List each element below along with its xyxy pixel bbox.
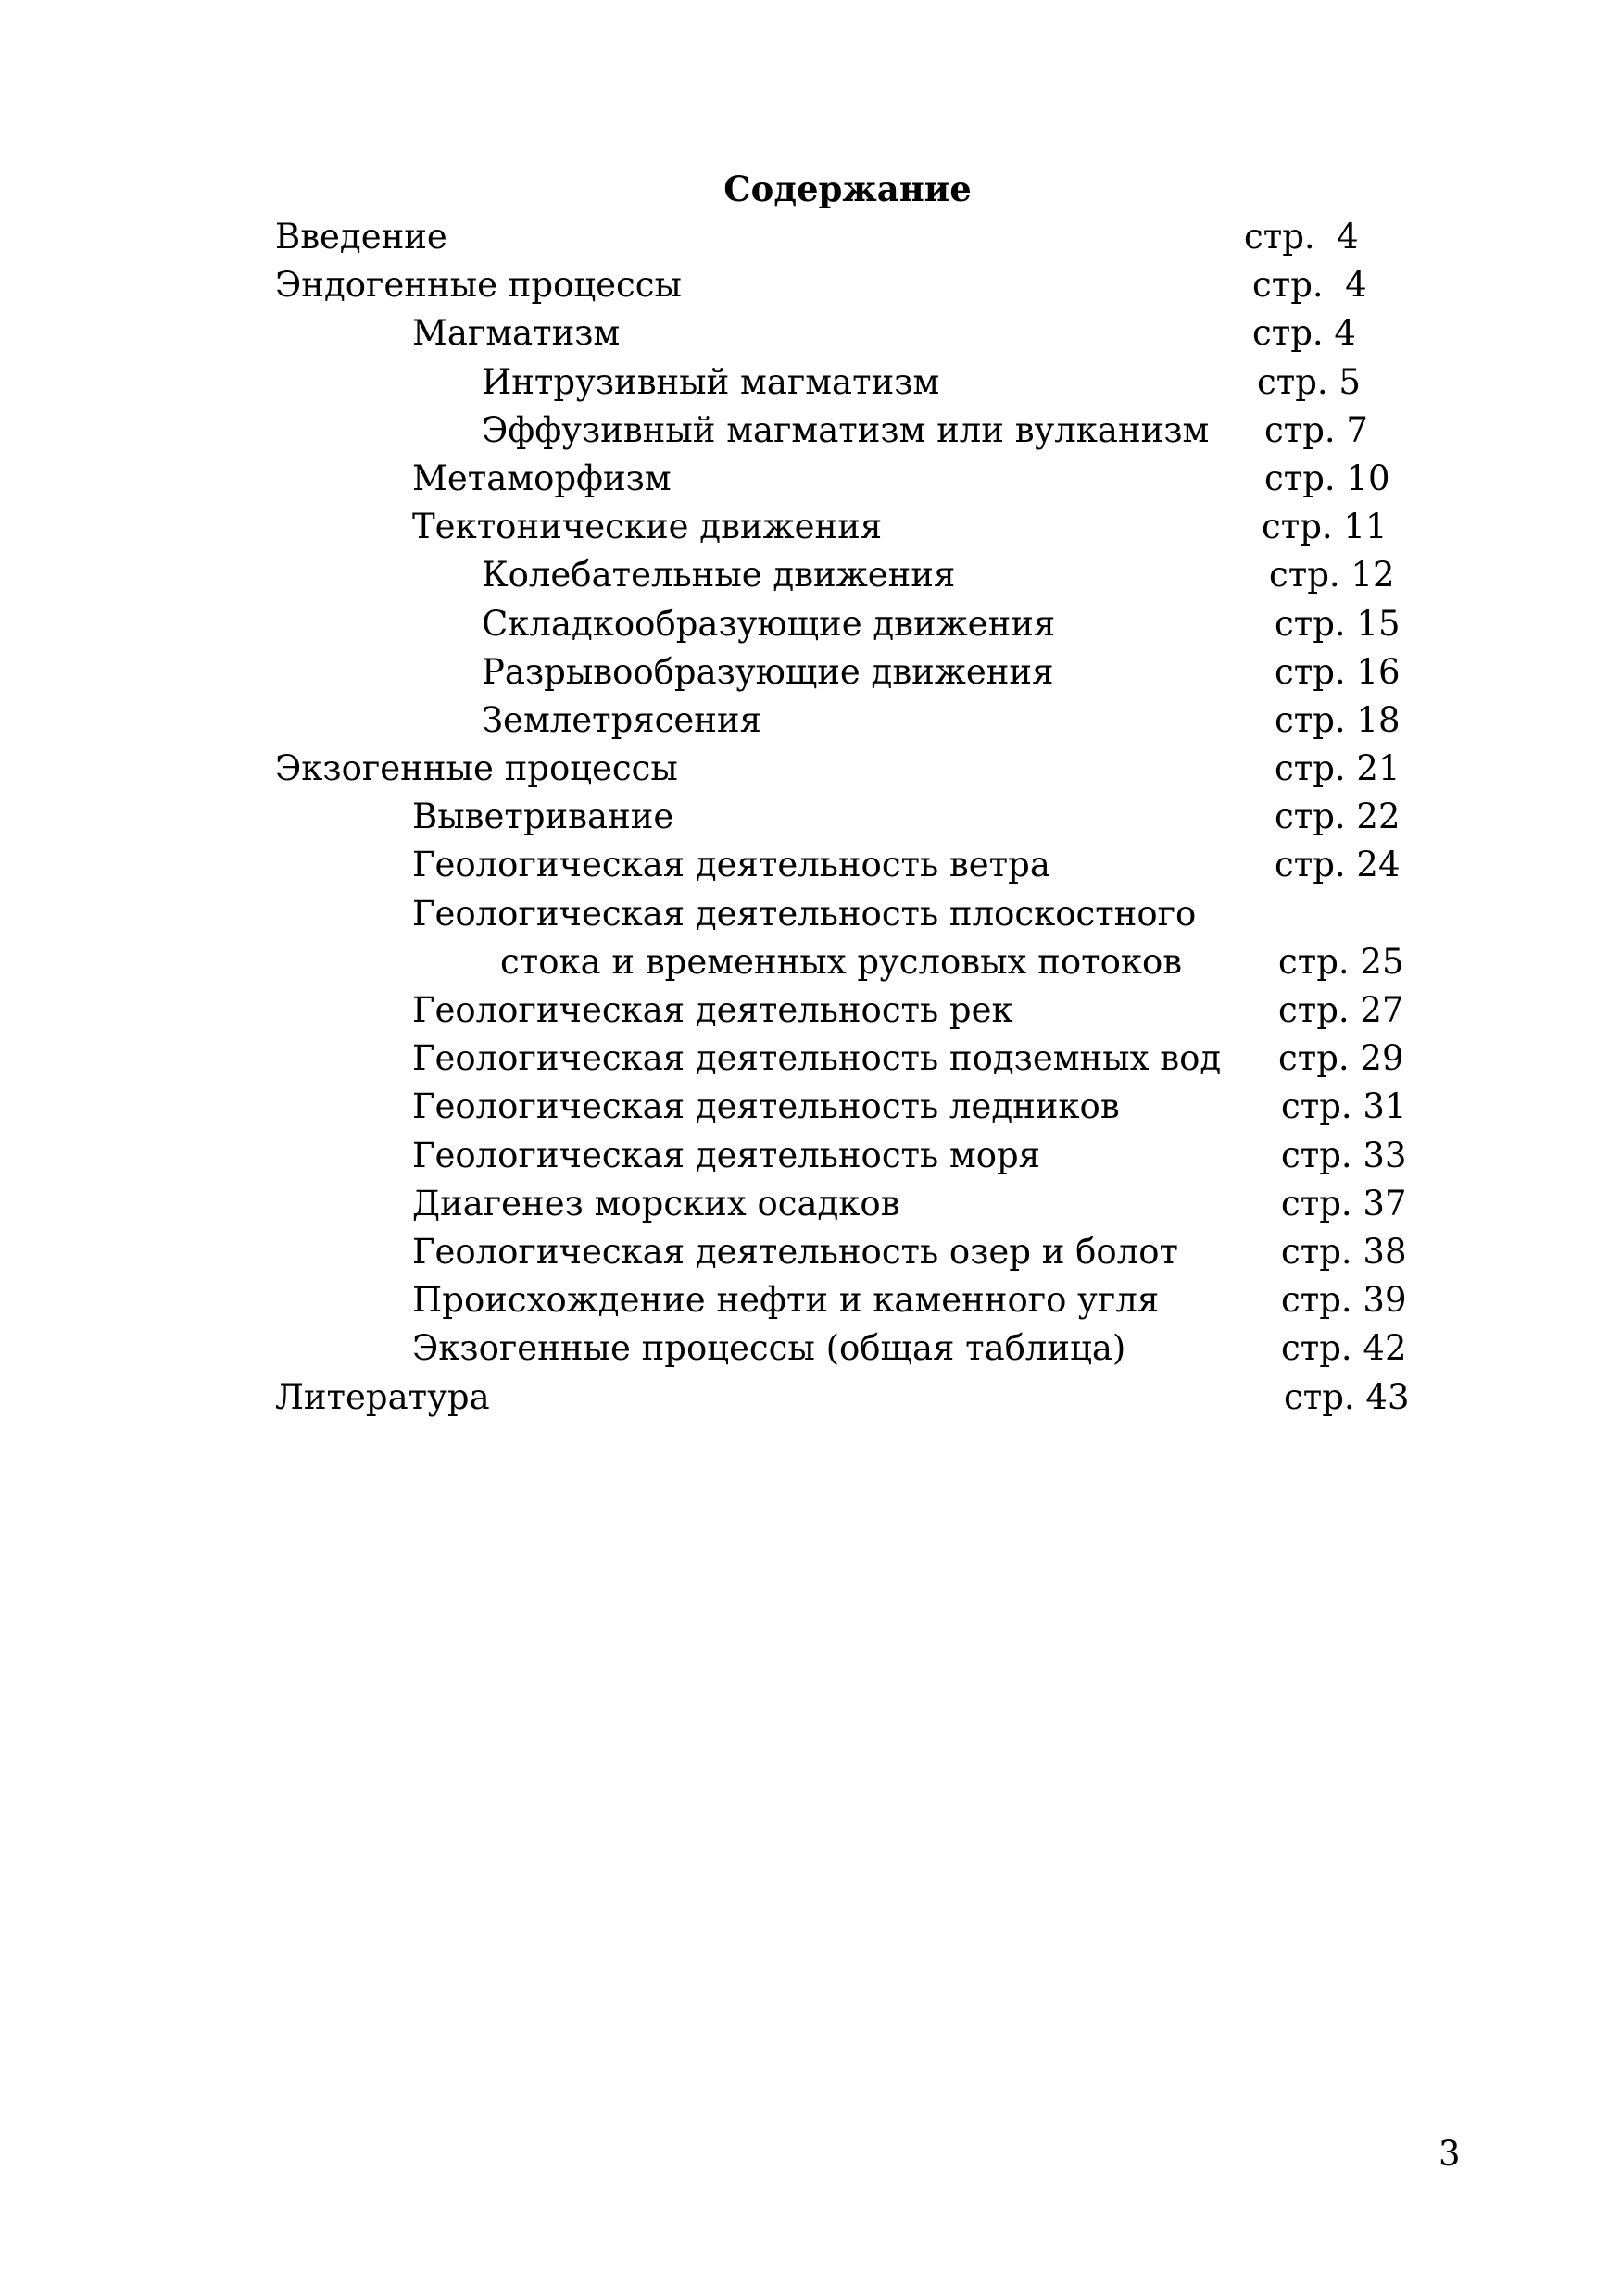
toc-entry-diagenesis bbox=[0, 1180, 1621, 1228]
toc-entry-label: Геологическая деятельность озер и болот bbox=[412, 1231, 1178, 1272]
table-of-contents bbox=[0, 213, 1621, 1422]
toc-entry-page: стр. 39 bbox=[1281, 1280, 1407, 1321]
toc-entry-label: Разрывообразующие движения bbox=[482, 651, 1054, 692]
toc-entry-label: Тектонические движения bbox=[412, 507, 883, 547]
toc-entry-label: Эффузивный магматизм или вулканизм bbox=[482, 409, 1210, 450]
toc-entry-page: стр. 12 bbox=[1269, 555, 1395, 596]
toc-entry-tectonic bbox=[0, 503, 1621, 551]
toc-entry-intrusive bbox=[0, 358, 1621, 407]
toc-entry-page: стр. 37 bbox=[1281, 1183, 1407, 1223]
toc-entry-exogenous-table bbox=[0, 1324, 1621, 1373]
toc-entry-earthquakes bbox=[0, 696, 1621, 745]
toc-entry-page: стр. 4 bbox=[1252, 265, 1367, 306]
toc-entry-wind bbox=[0, 841, 1621, 889]
toc-entry-label: Геологическая деятельность ветра bbox=[412, 845, 1050, 885]
toc-entry-page: стр. 21 bbox=[1275, 748, 1401, 789]
toc-entry-literature bbox=[0, 1374, 1621, 1422]
toc-entry-label: Эндогенные процессы bbox=[275, 265, 682, 306]
toc-entry-glaciers bbox=[0, 1083, 1621, 1131]
toc-entry-label: Экзогенные процессы bbox=[275, 748, 678, 789]
toc-entry-page: стр. 42 bbox=[1281, 1328, 1407, 1369]
toc-entry-oil-coal bbox=[0, 1276, 1621, 1324]
toc-entry-page: стр. 33 bbox=[1281, 1135, 1407, 1175]
toc-entry-page: стр. 10 bbox=[1264, 458, 1390, 498]
toc-entry-weathering bbox=[0, 793, 1621, 841]
toc-entry-magmatism bbox=[0, 309, 1621, 358]
toc-entry-introduction bbox=[0, 213, 1621, 261]
toc-entry-sheet-flow-continued bbox=[0, 938, 1621, 986]
toc-entry-exogenous bbox=[0, 745, 1621, 793]
toc-entry-faulting bbox=[0, 648, 1621, 696]
toc-entry-effusive bbox=[0, 407, 1621, 455]
toc-entry-label: Геологическая деятельность ледников bbox=[412, 1086, 1120, 1127]
toc-entry-label: Магматизм bbox=[412, 313, 621, 354]
toc-entry-label: Геологическая деятельность рек bbox=[412, 990, 1013, 1030]
toc-entry-label: Колебательные движения bbox=[482, 555, 956, 596]
toc-entry-label: Геологическая деятельность плоскостного bbox=[412, 893, 1197, 934]
toc-entry-lakes-swamps bbox=[0, 1228, 1621, 1276]
page-number: 3 bbox=[1439, 2134, 1461, 2174]
toc-entry-page: стр. 31 bbox=[1281, 1086, 1407, 1127]
toc-entry-page: стр. 7 bbox=[1264, 409, 1368, 450]
toc-entry-rivers bbox=[0, 986, 1621, 1035]
toc-entry-label: Интрузивный магматизм bbox=[482, 361, 940, 402]
toc-entry-label: Диагенез морских осадков bbox=[412, 1183, 900, 1223]
toc-entry-label: Происхождение нефти и каменного угля bbox=[412, 1280, 1160, 1321]
toc-entry-label: Экзогенные процессы (общая таблица) bbox=[412, 1328, 1126, 1369]
toc-entry-page: стр. 29 bbox=[1278, 1038, 1404, 1079]
toc-entry-label: Метаморфизм bbox=[412, 458, 672, 498]
toc-entry-page: стр. 4 bbox=[1244, 217, 1359, 257]
toc-entry-page: стр. 38 bbox=[1281, 1231, 1407, 1272]
toc-entry-label: Складкообразующие движения bbox=[482, 603, 1056, 644]
toc-entry-page: стр. 22 bbox=[1275, 797, 1401, 837]
toc-entry-page: стр. 25 bbox=[1278, 941, 1404, 982]
toc-entry-metamorphism bbox=[0, 455, 1621, 503]
toc-entry-label: Землетрясения bbox=[482, 699, 761, 740]
toc-entry-page: стр. 5 bbox=[1257, 361, 1361, 402]
toc-entry-page: стр. 15 bbox=[1275, 603, 1401, 644]
toc-entry-page: стр. 27 bbox=[1278, 990, 1404, 1030]
toc-entry-sheet-flow bbox=[0, 890, 1621, 938]
toc-entry-page: стр. 11 bbox=[1262, 507, 1388, 547]
toc-entry-label: Введение bbox=[275, 217, 447, 257]
toc-entry-page: стр. 18 bbox=[1275, 699, 1401, 740]
toc-entry-page: стр. 16 bbox=[1275, 651, 1401, 692]
toc-entry-folding bbox=[0, 600, 1621, 648]
toc-entry-page: стр. 4 bbox=[1252, 313, 1356, 354]
toc-entry-label: стока и временных русловых потоков bbox=[500, 941, 1183, 982]
toc-entry-endogenous bbox=[0, 261, 1621, 309]
toc-entry-label: Геологическая деятельность подземных вод bbox=[412, 1038, 1222, 1079]
toc-entry-sea bbox=[0, 1132, 1621, 1180]
toc-entry-label: Геологическая деятельность моря bbox=[412, 1135, 1041, 1175]
toc-entry-page: стр. 24 bbox=[1275, 845, 1401, 885]
toc-entry-label: Выветривание bbox=[412, 797, 674, 837]
toc-entry-label: Литература bbox=[275, 1376, 490, 1417]
toc-entry-page: стр. 43 bbox=[1284, 1376, 1410, 1417]
page-title: Содержание bbox=[723, 169, 972, 209]
toc-entry-oscillatory bbox=[0, 551, 1621, 599]
toc-entry-groundwater bbox=[0, 1035, 1621, 1083]
